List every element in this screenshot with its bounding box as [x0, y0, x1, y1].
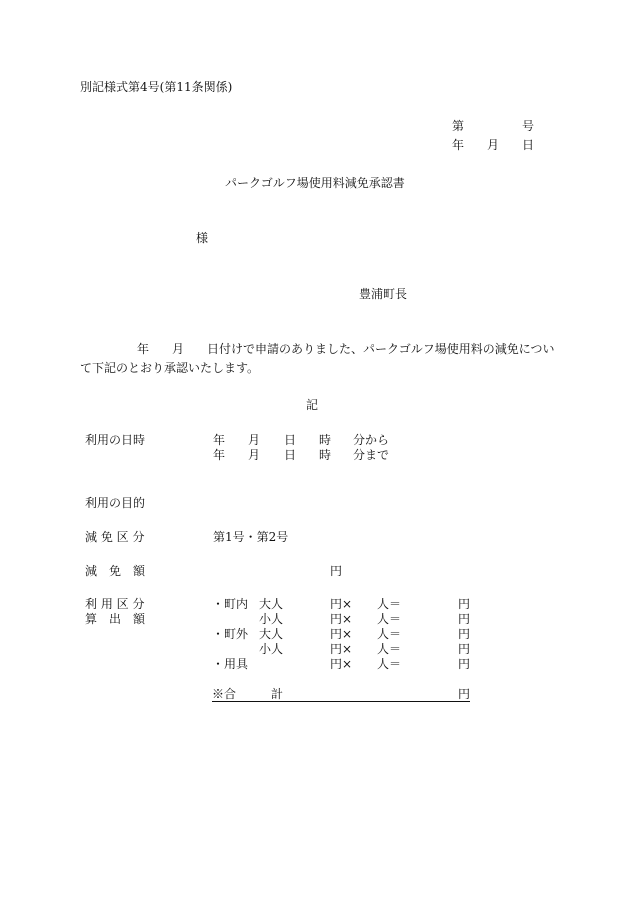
body-year: 年 — [137, 342, 150, 356]
calc-row-group: ・町外 — [212, 627, 249, 641]
calc-row-total: 円 — [458, 627, 471, 641]
calc-row-people: 人＝ — [377, 612, 402, 626]
form-identifier: 別記様式第4号(第11条関係) — [80, 80, 233, 94]
total-label-2: 計 — [271, 687, 284, 701]
calc-row-total: 円 — [458, 597, 471, 611]
calc-row-yen: 円× — [330, 597, 353, 611]
calc-row-people: 人＝ — [377, 597, 402, 611]
from-minute: 分から — [353, 433, 390, 447]
calc-row-type: 小人 — [259, 642, 284, 656]
document-title: パークゴルフ場使用料減免承認書 — [225, 176, 405, 190]
issuer: 豊浦町長 — [359, 287, 408, 301]
doc-date-day: 日 — [522, 138, 535, 152]
body-line-1: 日付けで申請のありました、パークゴルフ場使用料の減免につい — [207, 342, 555, 356]
doc-date-month: 月 — [487, 138, 500, 152]
total-label-1: ※合 — [212, 687, 237, 701]
doc-number-go: 号 — [522, 119, 535, 133]
calc-row-yen: 円× — [330, 642, 353, 656]
calc-row-people: 人＝ — [377, 642, 402, 656]
calc-label-2: 算 出 額 — [85, 612, 146, 626]
doc-date-year: 年 — [452, 138, 465, 152]
amount-label: 減 免 額 — [85, 564, 146, 578]
calc-row-yen: 円× — [330, 627, 353, 641]
purpose-label: 利用の目的 — [85, 496, 146, 510]
calc-row-type: 大人 — [259, 627, 284, 641]
from-hour: 時 — [319, 433, 332, 447]
calc-row-total: 円 — [458, 642, 471, 656]
to-hour: 時 — [319, 448, 332, 462]
calc-row-group: ・用具 — [212, 657, 249, 671]
total-unit: 円 — [458, 687, 471, 701]
doc-number-dai: 第 — [452, 119, 465, 133]
to-year: 年 — [213, 448, 226, 462]
category-value: 第1号・第2号 — [213, 530, 289, 544]
calc-row-type: 大人 — [259, 597, 284, 611]
to-day: 日 — [284, 448, 297, 462]
calc-label-1: 利 用 区 分 — [85, 597, 145, 611]
category-label: 減 免 区 分 — [85, 530, 145, 544]
to-month: 月 — [248, 448, 261, 462]
body-month: 月 — [172, 342, 185, 356]
calc-row-people: 人＝ — [377, 657, 402, 671]
from-year: 年 — [213, 433, 226, 447]
addressee-suffix: 様 — [196, 231, 209, 245]
calc-row-group: ・町内 — [212, 597, 249, 611]
calc-row-type: 小人 — [259, 612, 284, 626]
calc-row-people: 人＝ — [377, 627, 402, 641]
calc-row-yen: 円× — [330, 612, 353, 626]
usage-datetime-label: 利用の日時 — [85, 433, 146, 447]
calc-row-total: 円 — [458, 657, 471, 671]
amount-unit: 円 — [330, 564, 343, 578]
ki-heading: 記 — [306, 398, 319, 412]
from-day: 日 — [284, 433, 297, 447]
calc-row-yen: 円× — [330, 657, 353, 671]
body-line-2: て下記のとおり承認いたします。 — [80, 361, 260, 375]
total-underline — [212, 701, 470, 702]
calc-row-total: 円 — [458, 612, 471, 626]
from-month: 月 — [248, 433, 261, 447]
to-minute: 分まで — [353, 448, 390, 462]
